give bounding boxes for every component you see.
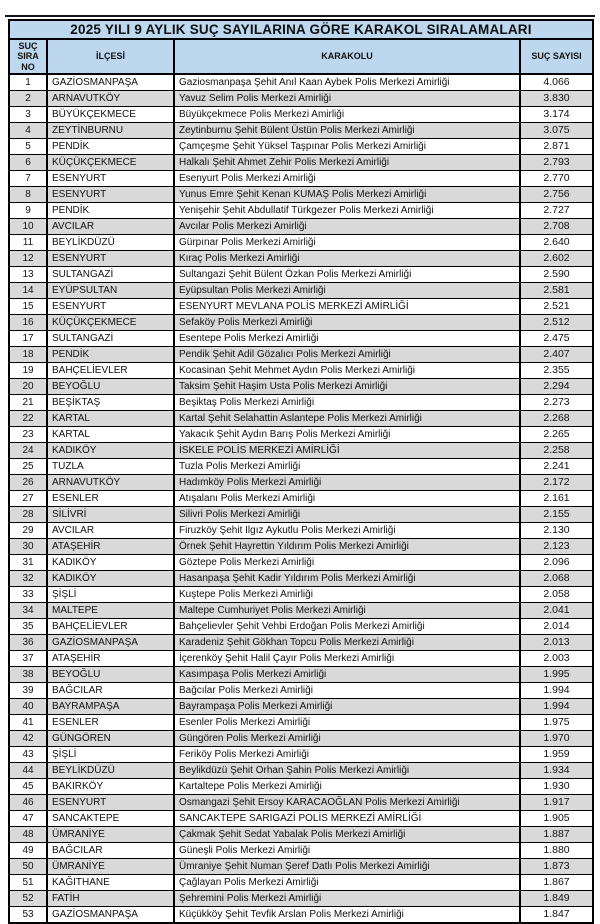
rank-cell: 50 (9, 859, 47, 875)
col-header-ilcesi: İLÇESİ (47, 39, 174, 74)
station-cell: Çamçeşme Şehit Yüksel Taşpınar Polis Merkezi Amirliği (174, 139, 520, 155)
count-cell: 1.994 (520, 699, 593, 715)
count-cell: 2.161 (520, 491, 593, 507)
table-row (9, 91, 593, 107)
table-row (9, 779, 593, 795)
district-cell: ESENYURT (47, 251, 174, 267)
col-header-suc-sayisi: SUÇ SAYISI (520, 39, 593, 74)
table-row (9, 267, 593, 283)
station-cell: Gürpınar Polis Merkezi Amirliği (174, 235, 520, 251)
count-cell: 2.273 (520, 395, 593, 411)
count-cell: 2.590 (520, 267, 593, 283)
district-cell: ESENYURT (47, 187, 174, 203)
station-cell: Esenyurt Polis Merkezi Amirliği (174, 171, 520, 187)
rank-cell: 44 (9, 763, 47, 779)
station-cell: Ümraniye Şehit Numan Şeref Datlı Polis Merkezi Amirliği (174, 859, 520, 875)
rank-cell: 11 (9, 235, 47, 251)
count-cell: 2.521 (520, 299, 593, 315)
count-cell: 1.905 (520, 811, 593, 827)
title-row (9, 20, 593, 39)
rank-cell: 19 (9, 363, 47, 379)
district-cell: KARTAL (47, 411, 174, 427)
station-cell: Yakacık Şehit Aydın Barış Polis Merkezi Amirliği (174, 427, 520, 443)
rank-cell: 3 (9, 107, 47, 123)
count-cell: 1.959 (520, 747, 593, 763)
table-row (9, 363, 593, 379)
table-row (9, 443, 593, 459)
district-cell: KAĞITHANE (47, 875, 174, 891)
district-cell: BEYLİKDÜZÜ (47, 235, 174, 251)
district-cell: BÜYÜKÇEKMECE (47, 107, 174, 123)
station-cell: Şehremini Polis Merkezi Amirliği (174, 891, 520, 907)
table-row (9, 891, 593, 907)
table-row (9, 555, 593, 571)
count-cell: 2.793 (520, 155, 593, 171)
station-cell: Esenler Polis Merkezi Amirliği (174, 715, 520, 731)
district-cell: ESENLER (47, 715, 174, 731)
table-row (9, 747, 593, 763)
table-row (9, 155, 593, 171)
count-cell: 2.294 (520, 379, 593, 395)
station-cell: Yunus Emre Şehit Kenan KUMAŞ Polis Merkezi Amirliği (174, 187, 520, 203)
station-cell: ESENYURT MEVLANA POLİS MERKEZİ AMİRLİĞİ (174, 299, 520, 315)
station-cell: Karadeniz Şehit Gökhan Topcu Polis Merkezi Amirliği (174, 635, 520, 651)
count-cell: 1.975 (520, 715, 593, 731)
rank-cell: 53 (9, 907, 47, 924)
table-row (9, 379, 593, 395)
station-cell: İçerenköy Şehit Halil Çayır Polis Merkezi Amirliği (174, 651, 520, 667)
station-cell: Esentepe Polis Merkezi Amirliği (174, 331, 520, 347)
station-cell: Bayrampaşa Polis Merkezi Amirliği (174, 699, 520, 715)
district-cell: ŞİŞLİ (47, 747, 174, 763)
count-cell: 2.258 (520, 443, 593, 459)
count-cell: 2.708 (520, 219, 593, 235)
count-cell: 3.075 (520, 123, 593, 139)
count-cell: 4.066 (520, 74, 593, 91)
district-cell: KÜÇÜKÇEKMECE (47, 155, 174, 171)
station-cell: Kartal Şehit Selahattin Aslantepe Polis Merkezi Amirliği (174, 411, 520, 427)
rank-cell: 21 (9, 395, 47, 411)
table-row (9, 603, 593, 619)
table-row (9, 491, 593, 507)
district-cell: EYÜPSULTAN (47, 283, 174, 299)
count-cell: 1.995 (520, 667, 593, 683)
count-cell: 2.475 (520, 331, 593, 347)
rank-cell: 47 (9, 811, 47, 827)
district-cell: TUZLA (47, 459, 174, 475)
station-cell: Bağcılar Polis Merkezi Amirliği (174, 683, 520, 699)
rank-cell: 12 (9, 251, 47, 267)
count-cell: 2.602 (520, 251, 593, 267)
district-cell: KARTAL (47, 427, 174, 443)
count-cell: 1.994 (520, 683, 593, 699)
count-cell: 2.003 (520, 651, 593, 667)
rank-cell: 24 (9, 443, 47, 459)
rank-cell: 9 (9, 203, 47, 219)
rank-cell: 25 (9, 459, 47, 475)
district-cell: PENDİK (47, 347, 174, 363)
station-cell: Beylikdüzü Şehit Orhan Şahin Polis Merkezi Amirliği (174, 763, 520, 779)
rank-cell: 6 (9, 155, 47, 171)
col-header-suc-sira-no: SUÇ SIRA NO (9, 39, 47, 74)
district-cell: SULTANGAZİ (47, 267, 174, 283)
station-cell: Kocasinan Şehit Mehmet Aydın Polis Merkezi Amirliği (174, 363, 520, 379)
rank-cell: 46 (9, 795, 47, 811)
rank-cell: 7 (9, 171, 47, 187)
table-row (9, 715, 593, 731)
district-cell: AVCILAR (47, 523, 174, 539)
table-row (9, 667, 593, 683)
station-cell: Sefaköy Polis Merkezi Amirliği (174, 315, 520, 331)
station-cell: Göztepe Polis Merkezi Amirliği (174, 555, 520, 571)
table-row (9, 811, 593, 827)
count-cell: 2.172 (520, 475, 593, 491)
district-cell: GAZİOSMANPAŞA (47, 74, 174, 91)
count-cell: 2.512 (520, 315, 593, 331)
station-cell: Silivri Polis Merkezi Amirliği (174, 507, 520, 523)
rank-cell: 18 (9, 347, 47, 363)
count-cell: 2.014 (520, 619, 593, 635)
rank-cell: 37 (9, 651, 47, 667)
district-cell: AVCILAR (47, 219, 174, 235)
table-row (9, 539, 593, 555)
count-cell: 2.407 (520, 347, 593, 363)
station-cell: Hasanpaşa Şehit Kadir Yıldırım Polis Merkezi Amirliği (174, 571, 520, 587)
count-cell: 1.849 (520, 891, 593, 907)
station-cell: Maltepe Cumhuriyet Polis Merkezi Amirliği (174, 603, 520, 619)
col-header-karakolu: KARAKOLU (174, 39, 520, 74)
table-row (9, 347, 593, 363)
station-cell: Örnek Şehit Hayrettin Yıldırım Polis Merkezi Amirliği (174, 539, 520, 555)
table-row (9, 203, 593, 219)
rank-cell: 43 (9, 747, 47, 763)
rank-cell: 5 (9, 139, 47, 155)
district-cell: ESENYURT (47, 795, 174, 811)
district-cell: ÜMRANİYE (47, 827, 174, 843)
district-cell: SANCAKTEPE (47, 811, 174, 827)
table-row (9, 331, 593, 347)
table-row (9, 459, 593, 475)
table-row (9, 651, 593, 667)
count-cell: 2.155 (520, 507, 593, 523)
rank-cell: 30 (9, 539, 47, 555)
rank-cell: 36 (9, 635, 47, 651)
rank-cell: 17 (9, 331, 47, 347)
rank-cell: 35 (9, 619, 47, 635)
count-cell: 2.727 (520, 203, 593, 219)
rank-cell: 33 (9, 587, 47, 603)
district-cell: BAHÇELİEVLER (47, 619, 174, 635)
table-row (9, 571, 593, 587)
district-cell: BEŞİKTAŞ (47, 395, 174, 411)
district-cell: GÜNGÖREN (47, 731, 174, 747)
table-row (9, 859, 593, 875)
station-cell: Hadımköy Polis Merkezi Amirliği (174, 475, 520, 491)
district-cell: BAKIRKÖY (47, 779, 174, 795)
table-row (9, 107, 593, 123)
table-row (9, 299, 593, 315)
count-cell: 2.241 (520, 459, 593, 475)
count-cell: 2.058 (520, 587, 593, 603)
rank-cell: 16 (9, 315, 47, 331)
station-cell: Halkalı Şehit Ahmet Zehir Polis Merkezi Amirliği (174, 155, 520, 171)
rank-cell: 1 (9, 74, 47, 91)
station-cell: Pendik Şehit Adil Gözalıcı Polis Merkezi Amirliği (174, 347, 520, 363)
station-cell: Çağlayan Polis Merkezi Amirliği (174, 875, 520, 891)
rank-cell: 26 (9, 475, 47, 491)
rank-cell: 32 (9, 571, 47, 587)
station-cell: Çakmak Şehit Sedat Yabalak Polis Merkezi Amirliği (174, 827, 520, 843)
rank-cell: 23 (9, 427, 47, 443)
station-cell: Yenişehir Şehit Abdullatif Türkgezer Polis Merkezi Amirliği (174, 203, 520, 219)
rank-cell: 10 (9, 219, 47, 235)
rank-cell: 52 (9, 891, 47, 907)
station-cell: Bahçelievler Şehit Vehbi Erdoğan Polis Merkezi Amirliği (174, 619, 520, 635)
district-cell: BAĞCILAR (47, 843, 174, 859)
table-row (9, 395, 593, 411)
top-divider-line (5, 15, 595, 17)
table-row (9, 411, 593, 427)
rank-cell: 38 (9, 667, 47, 683)
rank-cell: 4 (9, 123, 47, 139)
station-cell: Büyükçekmece Polis Merkezi Amirliği (174, 107, 520, 123)
district-cell: GAZİOSMANPAŞA (47, 907, 174, 924)
table-row (9, 731, 593, 747)
rank-cell: 31 (9, 555, 47, 571)
table-row (9, 315, 593, 331)
station-cell: Beşiktaş Polis Merkezi Amirliği (174, 395, 520, 411)
count-cell: 2.355 (520, 363, 593, 379)
district-cell: BAĞCILAR (47, 683, 174, 699)
rank-cell: 14 (9, 283, 47, 299)
station-cell: Kasımpaşa Polis Merkezi Amirliği (174, 667, 520, 683)
district-cell: KÜÇÜKÇEKMECE (47, 315, 174, 331)
count-cell: 2.268 (520, 411, 593, 427)
rank-cell: 13 (9, 267, 47, 283)
district-cell: BAHÇELİEVLER (47, 363, 174, 379)
district-cell: ESENYURT (47, 299, 174, 315)
rank-cell: 34 (9, 603, 47, 619)
district-cell: ATAŞEHİR (47, 651, 174, 667)
rank-cell: 8 (9, 187, 47, 203)
count-cell: 2.871 (520, 139, 593, 155)
count-cell: 1.847 (520, 907, 593, 924)
count-cell: 2.123 (520, 539, 593, 555)
district-cell: SİLİVRİ (47, 507, 174, 523)
station-cell: Kıraç Polis Merkezi Amirliği (174, 251, 520, 267)
table-row (9, 699, 593, 715)
count-cell: 2.265 (520, 427, 593, 443)
table-row (9, 123, 593, 139)
count-cell: 1.867 (520, 875, 593, 891)
district-cell: ÜMRANİYE (47, 859, 174, 875)
column-header-row (9, 39, 593, 74)
rank-cell: 39 (9, 683, 47, 699)
table-row (9, 763, 593, 779)
count-cell: 1.930 (520, 779, 593, 795)
station-cell: Güneşli Polis Merkezi Amirliği (174, 843, 520, 859)
count-cell: 1.970 (520, 731, 593, 747)
table-row (9, 587, 593, 603)
district-cell: SULTANGAZİ (47, 331, 174, 347)
count-cell: 1.873 (520, 859, 593, 875)
count-cell: 2.096 (520, 555, 593, 571)
station-cell: Yavuz Selim Polis Merkezi Amirliği (174, 91, 520, 107)
count-cell: 1.917 (520, 795, 593, 811)
count-cell: 2.041 (520, 603, 593, 619)
district-cell: GAZİOSMANPAŞA (47, 635, 174, 651)
count-cell: 1.934 (520, 763, 593, 779)
rank-cell: 48 (9, 827, 47, 843)
table-row (9, 74, 593, 91)
station-cell: Tuzla Polis Merkezi Amirliği (174, 459, 520, 475)
count-cell: 1.887 (520, 827, 593, 843)
table-row (9, 283, 593, 299)
count-cell: 2.130 (520, 523, 593, 539)
rank-cell: 40 (9, 699, 47, 715)
rank-cell: 20 (9, 379, 47, 395)
district-cell: ARNAVUTKÖY (47, 475, 174, 491)
rank-cell: 22 (9, 411, 47, 427)
district-cell: BAYRAMPAŞA (47, 699, 174, 715)
station-cell: Kuştepe Polis Merkezi Amirliği (174, 587, 520, 603)
rank-cell: 41 (9, 715, 47, 731)
rank-cell: 51 (9, 875, 47, 891)
count-cell: 2.770 (520, 171, 593, 187)
station-cell: Sultangazi Şehit Bülent Özkan Polis Merkezi Amirliği (174, 267, 520, 283)
table-row (9, 139, 593, 155)
count-cell: 2.068 (520, 571, 593, 587)
district-cell: FATİH (47, 891, 174, 907)
district-cell: KADIKÖY (47, 571, 174, 587)
table-body (9, 74, 593, 923)
station-cell: İSKELE POLİS MERKEZİ AMİRLİĞİ (174, 443, 520, 459)
table-row (9, 619, 593, 635)
table-row (9, 795, 593, 811)
rank-cell: 15 (9, 299, 47, 315)
station-cell: Atışalanı Polis Merkezi Amirliği (174, 491, 520, 507)
table-row (9, 827, 593, 843)
station-cell: Firuzköy Şehit Ilgız Aykutlu Polis Merkezi Amirliği (174, 523, 520, 539)
station-cell: Küçükköy Şehit Tevfik Arslan Polis Merkezi Amirliği (174, 907, 520, 924)
station-cell: Eyüpsultan Polis Merkezi Amirliği (174, 283, 520, 299)
count-cell: 1.880 (520, 843, 593, 859)
rank-cell: 2 (9, 91, 47, 107)
station-cell: SANCAKTEPE SARIGAZİ POLİS MERKEZİ AMİRLİĞİ (174, 811, 520, 827)
table-row (9, 875, 593, 891)
district-cell: ESENYURT (47, 171, 174, 187)
page-title: 2025 YILI 9 AYLIK SUÇ SAYILARINA GÖRE KARAKOL SIRALAMALARI (9, 20, 593, 39)
district-cell: ZEYTİNBURNU (47, 123, 174, 139)
table-row (9, 219, 593, 235)
table-row (9, 475, 593, 491)
station-cell: Feriköy Polis Merkezi Amirliği (174, 747, 520, 763)
district-cell: ŞİŞLİ (47, 587, 174, 603)
station-cell: Kartaltepe Polis Merkezi Amirliği (174, 779, 520, 795)
station-cell: Osmangazi Şehit Ersoy KARACAOĞLAN Polis Merkezi Amirliği (174, 795, 520, 811)
table-row (9, 683, 593, 699)
table-row (9, 235, 593, 251)
count-cell: 2.013 (520, 635, 593, 651)
table-row (9, 251, 593, 267)
district-cell: PENDİK (47, 139, 174, 155)
district-cell: ARNAVUTKÖY (47, 91, 174, 107)
district-cell: BEYOĞLU (47, 379, 174, 395)
station-cell: Gaziosmanpaşa Şehit Anıl Kaan Aybek Polis Merkezi Amirliği (174, 74, 520, 91)
district-cell: ATAŞEHİR (47, 539, 174, 555)
station-cell: Avcılar Polis Merkezi Amirliği (174, 219, 520, 235)
district-cell: MALTEPE (47, 603, 174, 619)
count-cell: 2.640 (520, 235, 593, 251)
district-cell: KADIKÖY (47, 555, 174, 571)
district-cell: BEYLİKDÜZÜ (47, 763, 174, 779)
count-cell: 3.174 (520, 107, 593, 123)
rank-cell: 29 (9, 523, 47, 539)
count-cell: 3.830 (520, 91, 593, 107)
table-row (9, 523, 593, 539)
table-row (9, 843, 593, 859)
table-row (9, 907, 593, 924)
station-cell: Taksim Şehit Haşim Usta Polis Merkezi Amirliği (174, 379, 520, 395)
rank-cell: 45 (9, 779, 47, 795)
table-row (9, 635, 593, 651)
count-cell: 2.581 (520, 283, 593, 299)
table-row (9, 427, 593, 443)
karakol-ranking-table (8, 19, 594, 924)
table-row (9, 187, 593, 203)
district-cell: PENDİK (47, 203, 174, 219)
count-cell: 2.756 (520, 187, 593, 203)
table-row (9, 171, 593, 187)
district-cell: KADIKÖY (47, 443, 174, 459)
station-cell: Güngören Polis Merkezi Amirliği (174, 731, 520, 747)
table-row (9, 507, 593, 523)
rank-cell: 49 (9, 843, 47, 859)
district-cell: BEYOĞLU (47, 667, 174, 683)
rank-cell: 28 (9, 507, 47, 523)
rank-cell: 42 (9, 731, 47, 747)
station-cell: Zeytinburnu Şehit Bülent Üstün Polis Merkezi Amirliği (174, 123, 520, 139)
rank-cell: 27 (9, 491, 47, 507)
district-cell: ESENLER (47, 491, 174, 507)
